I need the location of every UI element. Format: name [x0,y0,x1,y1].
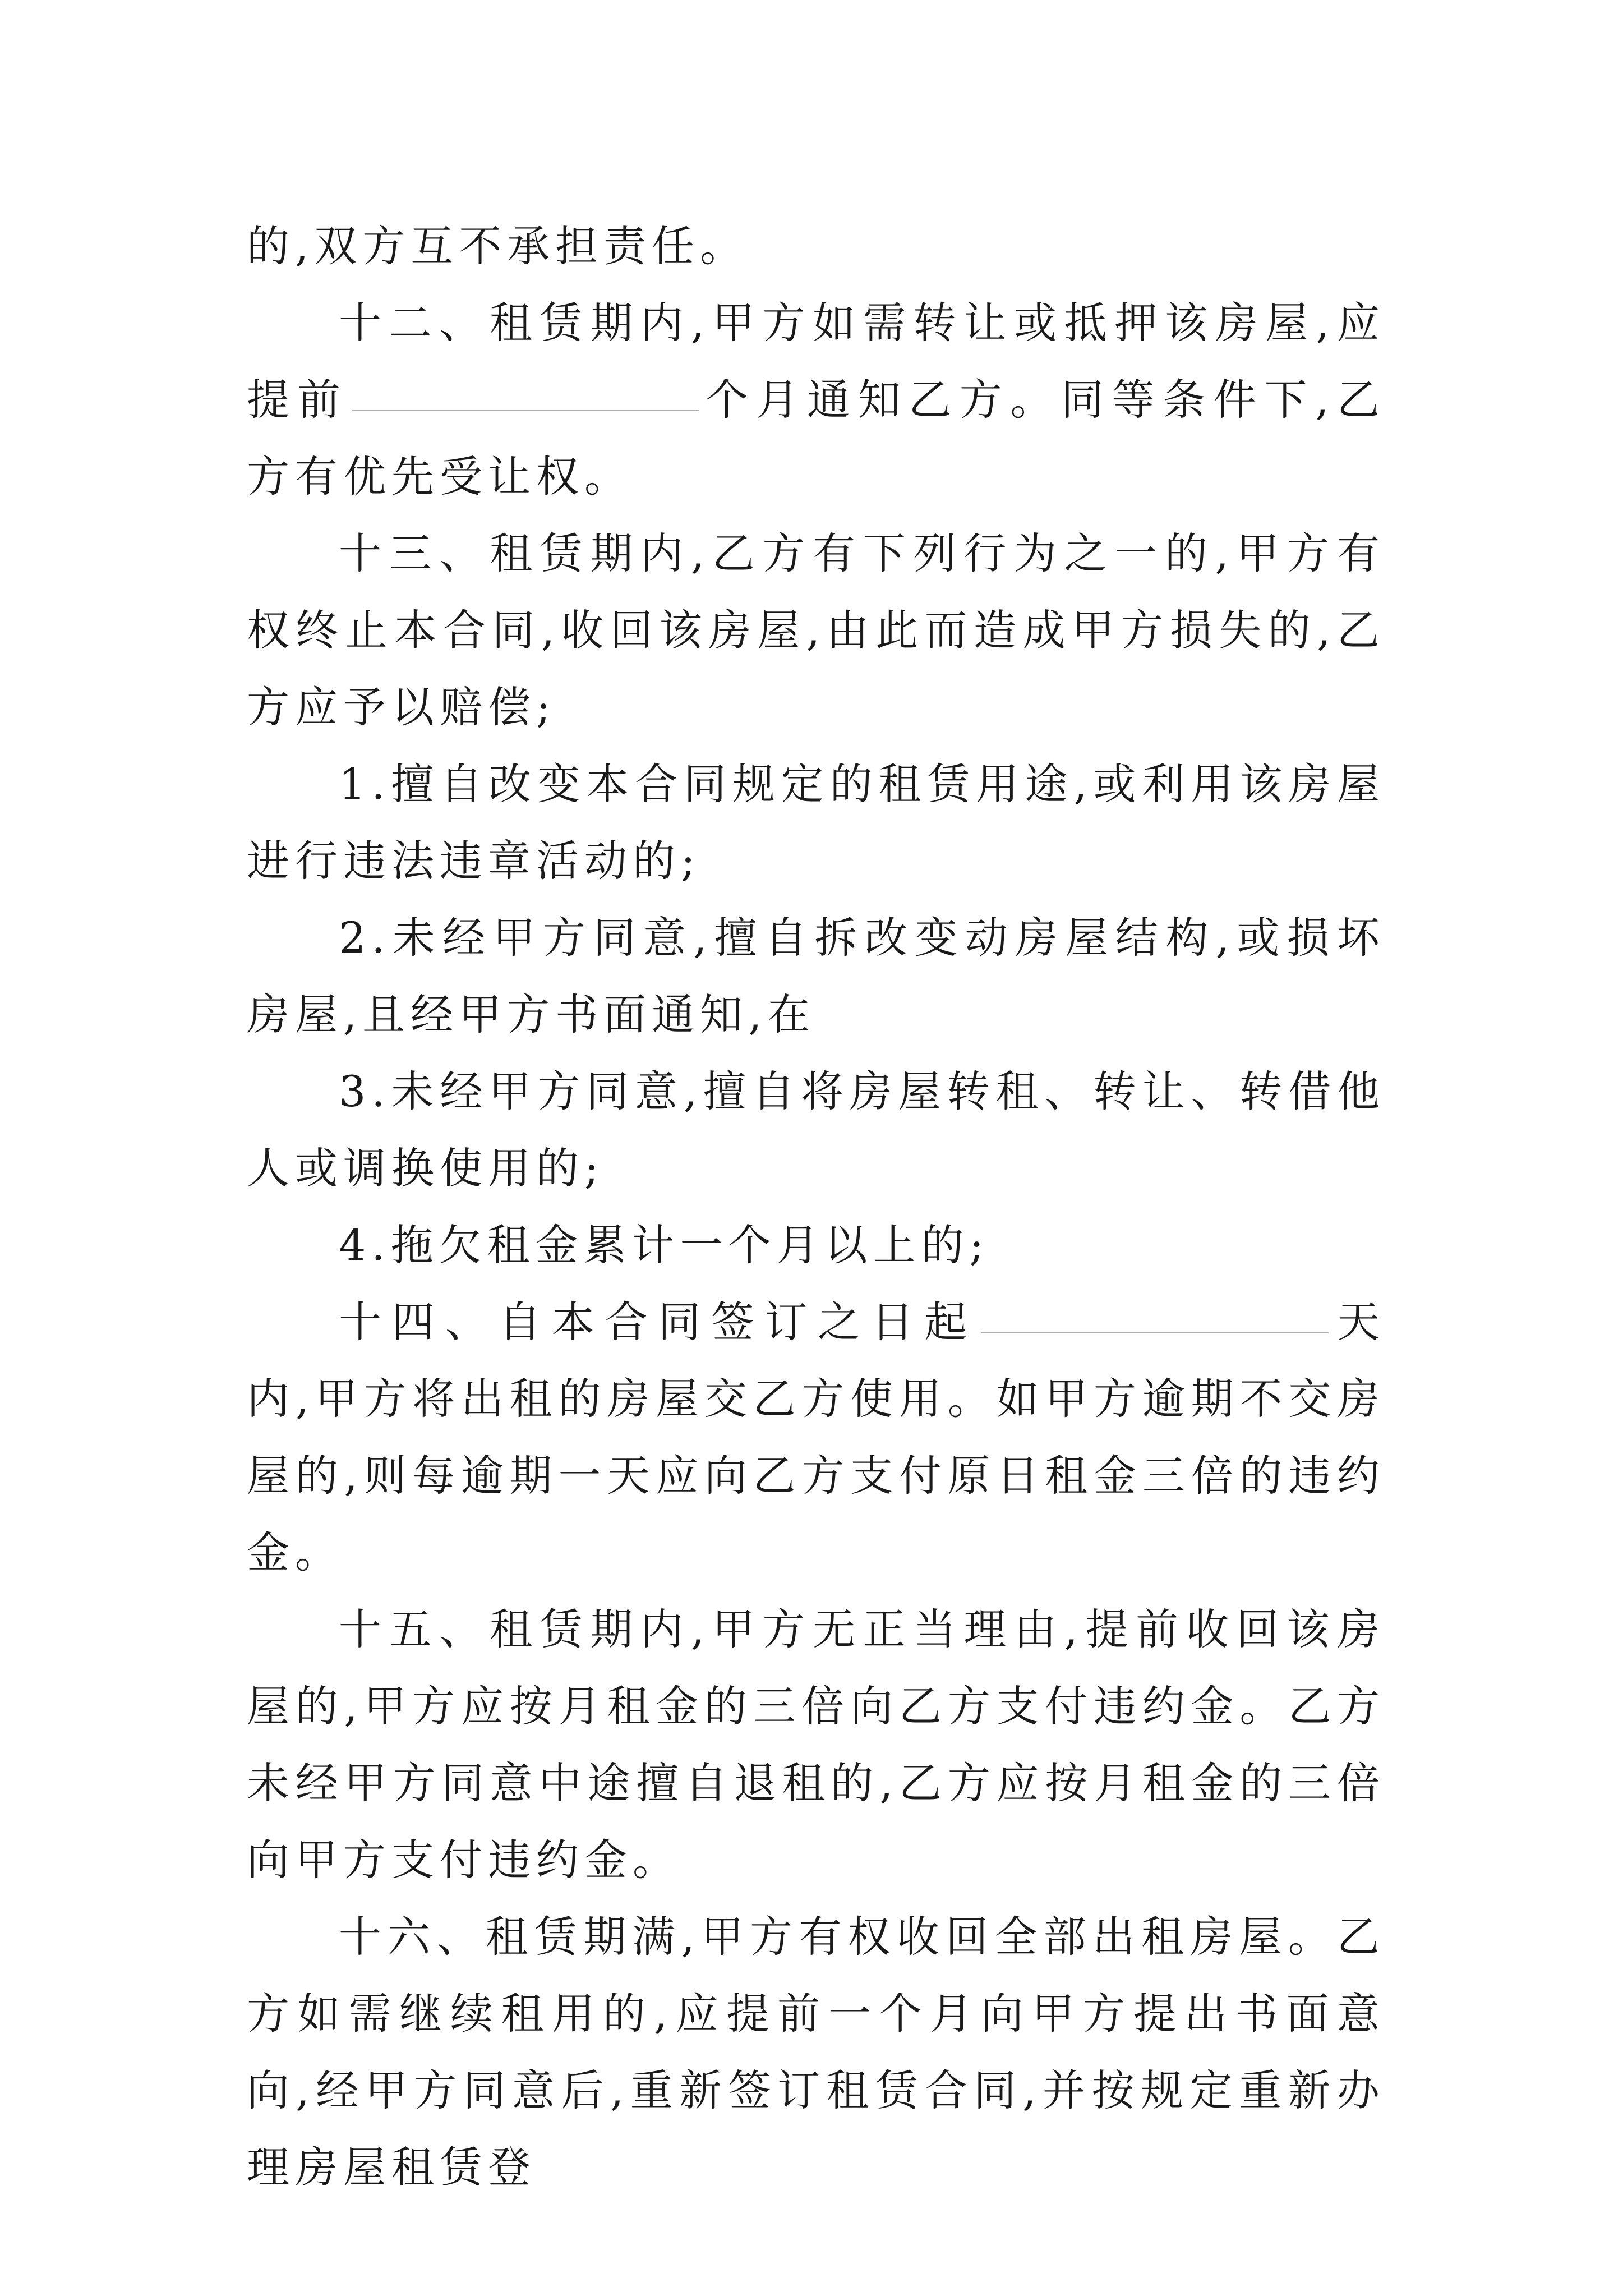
clause-12 [247,284,1385,515]
clause-12-text-before-blank: 十二、租赁期内,甲方如需转让或抵押该房屋,应提前 [247,298,1385,425]
clause-13: 十三、租赁期内,乙方有下列行为之一的,甲方有权终止本合同,收回该房屋,由此而造成甲方损失的,乙方应予以赔偿; [247,528,1385,732]
clause-13-item-3: 3.未经甲方同意,擅自将房屋转租、转让、转借他人或调换使用的; [247,1066,1385,1193]
clause-14-text-after-blank: 天内,甲方将出租的房屋交乙方使用。如甲方逾期不交房屋的,则每逾期一天应向乙方支付原日租金三倍的违约金。 [247,1297,1386,1577]
clause-14-text-before-blank: 十四、自本合同签订之日起 [339,1297,978,1347]
fill-blank-days [981,1332,1329,1333]
clause-16: 十六、租赁期满,甲方有权收回全部出租房屋。乙方如需继续租用的,应提前一个月向甲方提出书面意向,经甲方同意后,重新签订租赁合同,并按规定重新办理房屋租赁登 [247,1912,1385,2192]
clause-13-item-2: 2.未经甲方同意,擅自拆改变动房屋结构,或损坏房屋,且经甲方书面通知,在 [247,913,1385,1039]
fill-blank-months [352,409,699,411]
clause-12-text-after-blank: 个月通知乙方。同等条件下,乙方有优先受让权。 [247,375,1385,501]
paragraph-continuation: 的,双方互不承担责任。 [247,221,749,271]
clause-13-item-1: 1.擅自改变本合同规定的租赁用途,或利用该房屋进行违法违章活动的; [247,759,1385,886]
clause-14 [247,1283,1385,1591]
clause-15: 十五、租赁期内,甲方无正当理由,提前收回该房屋的,甲方应按月租金的三倍向乙方支付违约金。乙方未经甲方同意中途擅自退租的,乙方应按月租金的三倍向甲方支付违约金。 [247,1604,1385,1885]
clause-13-item-4: 4.拖欠租金累计一个月以上的; [339,1220,990,1270]
document-body [247,208,1385,2206]
